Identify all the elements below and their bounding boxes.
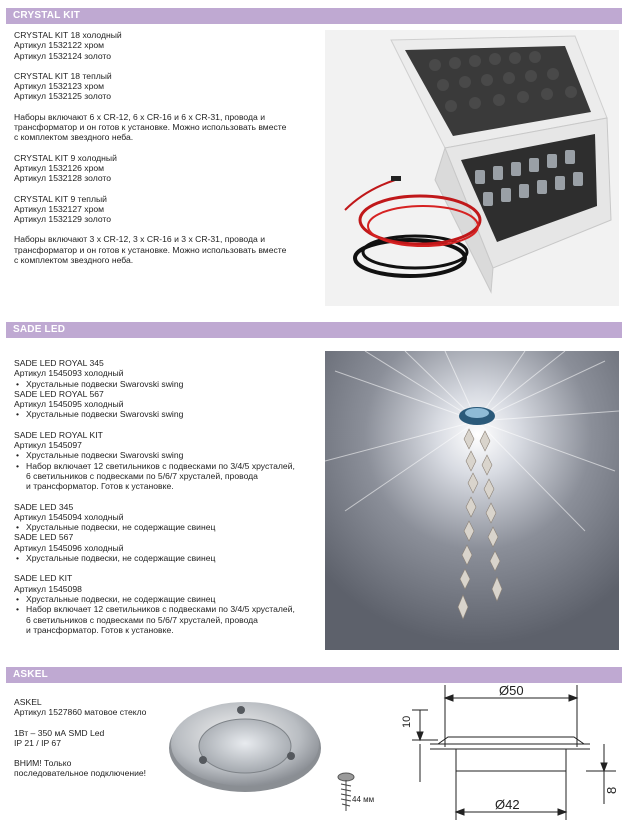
feature-continuation: и трансформатор. Готов к установке. <box>26 481 174 492</box>
askel-dimension-drawing <box>390 682 622 824</box>
crystal-line: Артикул 1532129 золото <box>14 214 112 225</box>
article-number: Артикул 1545093 холодный <box>14 368 124 379</box>
article-number: Артикул 1545098 <box>14 583 82 594</box>
article-number: Артикул 1545096 холодный <box>14 542 124 553</box>
feature-bullet: • Набор включает 12 светильников с подвесками по 3/4/5 хрусталей, <box>14 604 319 614</box>
feature-bullet: • Хрустальные подвески, не содержащие свинец <box>14 522 319 532</box>
section-header-crystal-kit: CRYSTAL KIT <box>6 8 622 24</box>
feature-continuation: 6 светильников с подвесками по 5/6/7 хрусталей, провода <box>26 614 258 625</box>
crystal-line: CRYSTAL KIT 9 теплый <box>14 193 107 204</box>
article-number: Артикул 1527860 матовое стекло <box>14 707 147 718</box>
article-number: Артикул 1545095 холодный <box>14 399 124 410</box>
feature-bullet: • Набор включает 12 светильников с подвесками по 3/4/5 хрусталей, <box>14 461 319 471</box>
feature-bullet: • Хрустальные подвески Swarovski swing <box>14 409 319 419</box>
ip-rating: IP 21 / IP 67 <box>14 737 61 748</box>
crystal-line: Артикул 1532122 хром <box>14 40 105 51</box>
feature-bullet: • Хрустальные подвески, не содержащие свинец <box>14 594 319 604</box>
crystal-line: Артикул 1532126 хром <box>14 162 105 173</box>
crystal-line: Наборы включают 3 х CR-12, 3 х CR-16 и 3 х CR-31, провода и <box>14 234 265 245</box>
crystal-line: трансформатор и он готов к установке. Можно использовать вместе <box>14 244 287 255</box>
product-title: ASKEL <box>14 697 42 707</box>
feature-continuation: и трансформатор. Готов к установке. <box>26 624 174 635</box>
crystal-line: Наборы включают 6 х CR-12, 6 х CR-16 и 6 х CR-31, провода и <box>14 111 265 122</box>
crystal-line: Артикул 1532125 золото <box>14 91 112 102</box>
crystal-line: с комплектом звездного неба. <box>14 255 134 266</box>
crystal-line: Артикул 1532127 хром <box>14 203 105 214</box>
askel-text <box>14 697 164 779</box>
crystal-line: Артикул 1532124 золото <box>14 50 112 61</box>
sade-led-crystal-photo <box>325 351 619 650</box>
diameter-50-label: Ø50 <box>499 683 524 698</box>
height-10-label: 10 <box>401 715 413 728</box>
diameter-42-label: Ø42 <box>495 797 520 812</box>
warning-line: ВНИМ! Только <box>14 758 72 769</box>
crystal-kit-text <box>14 30 319 265</box>
feature-bullet: • Хрустальные подвески, не содержащие свинец <box>14 553 319 563</box>
article-number: Артикул 1545097 <box>14 440 82 451</box>
feature-bullet: • Хрустальные подвески Swarovski swing <box>14 379 319 389</box>
crystal-line: Артикул 1532123 хром <box>14 81 105 92</box>
product-title: SADE LED ROYAL KIT <box>14 429 103 440</box>
crystal-line: CRYSTAL KIT 18 холодный <box>14 30 122 40</box>
crystal-line: трансформатор и он готов к установке. Можно использовать вместе <box>14 122 287 133</box>
depth-8-label: 8 <box>604 786 619 794</box>
product-title: SADE LED 567 <box>14 532 74 543</box>
screw-length-label: 44 мм <box>352 795 375 804</box>
crystal-line: с комплектом звездного неба. <box>14 132 134 143</box>
askel-lamp-photo <box>163 690 328 800</box>
crystal-kit-box-photo <box>325 30 619 306</box>
section-header-sade-led: SADE LED <box>6 322 622 338</box>
crystal-line: CRYSTAL KIT 18 теплый <box>14 70 112 81</box>
product-title: SADE LED KIT <box>14 573 73 584</box>
feature-continuation: 6 светильников с подвесками по 5/6/7 хрусталей, провода <box>26 470 258 481</box>
feature-bullet: • Хрустальные подвески Swarovski swing <box>14 450 319 460</box>
crystal-line: Артикул 1532128 золото <box>14 173 112 184</box>
product-title: SADE LED ROYAL 567 <box>14 388 104 399</box>
product-title: SADE LED ROYAL 345 <box>14 358 104 368</box>
sade-led-text <box>14 358 319 635</box>
product-title: SADE LED 345 <box>14 501 74 512</box>
crystal-line: CRYSTAL KIT 9 холодный <box>14 152 117 163</box>
section-header-askel: ASKEL <box>6 667 622 683</box>
power-spec: 1Вт – 350 мА SMD Led <box>14 727 105 738</box>
warning-line: последовательное подключение! <box>14 768 147 779</box>
article-number: Артикул 1545094 холодный <box>14 511 124 522</box>
screw-icon <box>330 771 380 817</box>
